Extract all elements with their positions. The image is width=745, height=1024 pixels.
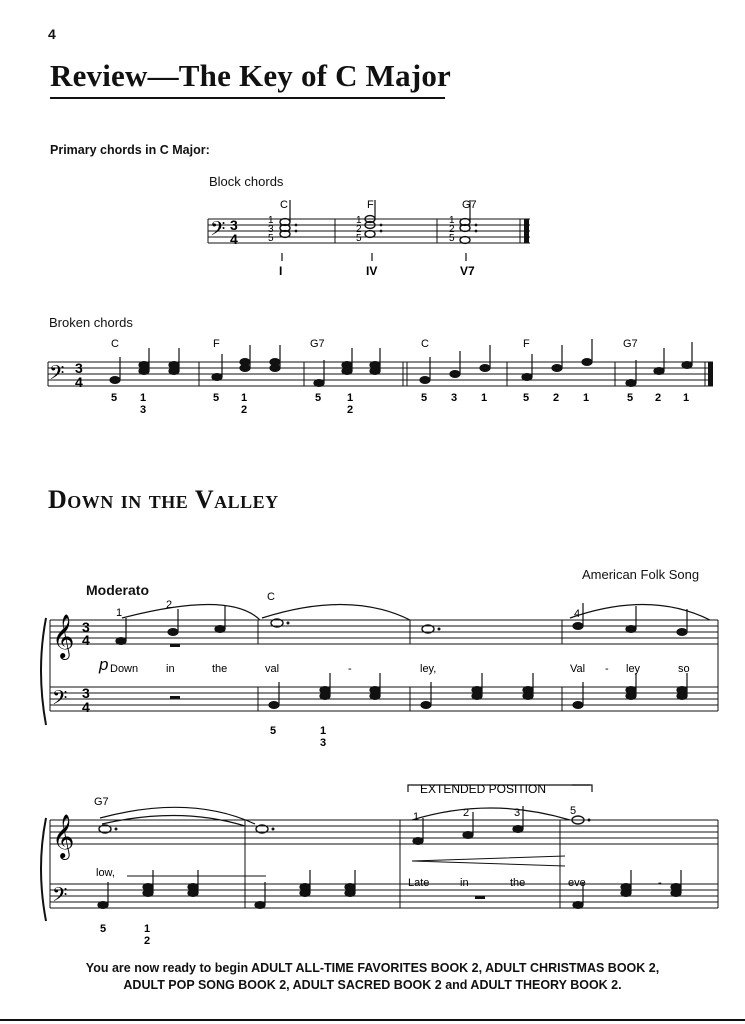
lyric: - [658, 877, 662, 889]
lyric: the [510, 877, 526, 889]
lyric: so [678, 663, 690, 675]
finger-number: 5 [268, 233, 274, 244]
broken-chord-name: C [111, 338, 119, 350]
finger-number: 1 [241, 392, 248, 404]
block-chords-staff [200, 195, 540, 285]
finger-number: 5 [270, 725, 277, 737]
chord-symbol: C [267, 591, 275, 603]
chord-symbol: G7 [94, 796, 109, 808]
finger-number: 2 [347, 404, 354, 416]
finger-number: 5 [315, 392, 322, 404]
lyric: the [212, 663, 228, 675]
finger-number: 5 [570, 805, 577, 817]
roman-numeral: I [279, 264, 283, 278]
page-number: 4 [48, 26, 56, 42]
broken-chord-name: G7 [623, 338, 638, 350]
finger-number: 1 [347, 392, 354, 404]
finger-number: 5 [449, 233, 455, 244]
finger-number: 1 [116, 607, 123, 619]
finger-number: 4 [574, 608, 581, 620]
lyric: Late [408, 877, 430, 889]
svg-text:𝄢: 𝄢 [49, 362, 65, 389]
finger-number: 1 [449, 215, 455, 226]
block-chord-name: C [280, 199, 288, 211]
lyric: - [348, 663, 352, 675]
finger-number: 5 [111, 392, 118, 404]
lyric: ley [626, 663, 641, 675]
finger-number: 3 [140, 404, 147, 416]
finger-number: 3 [514, 807, 521, 819]
svg-text:𝄞: 𝄞 [52, 816, 75, 858]
lyric: - [605, 663, 609, 675]
finger-number: 2 [655, 392, 662, 404]
svg-text:𝄢: 𝄢 [52, 884, 68, 911]
finger-number: 2 [166, 599, 173, 611]
song-system-1 [30, 590, 730, 760]
lyric: Down [110, 663, 139, 675]
footer-line-1: You are now ready to begin ADULT ALL-TIME FAVORITES BOOK 2, ADULT CHRISTMAS BOOK 2, [85, 961, 660, 975]
block-chord-name: G7 [462, 199, 477, 211]
primary-chords-label: Primary chords in C Major: [50, 143, 210, 157]
song-system-2 [30, 776, 730, 956]
lyric: in [460, 877, 469, 889]
svg-text:4: 4 [82, 699, 90, 715]
page-title: Review—The Key of C Major [50, 58, 452, 93]
lyric: in [166, 663, 175, 675]
svg-text:4: 4 [230, 231, 238, 247]
finger-number: 1 [140, 392, 147, 404]
lyric: ley, [420, 663, 437, 675]
finger-number: 5 [100, 923, 107, 935]
finger-number: 5 [356, 233, 362, 244]
lyric: Val [570, 663, 586, 675]
finger-number: 2 [463, 807, 470, 819]
svg-text:𝄞: 𝄞 [52, 616, 75, 658]
finger-number: 5 [421, 392, 428, 404]
broken-chord-name: F [213, 338, 220, 350]
broken-chord-name: C [421, 338, 429, 350]
svg-text:𝄢: 𝄢 [210, 218, 226, 245]
extended-position-label: EXTENDED POSITION [420, 782, 547, 796]
finger-number: 5 [627, 392, 634, 404]
finger-number: 1 [481, 392, 488, 404]
lyric: eve [568, 877, 586, 889]
bottom-rule [0, 1019, 745, 1021]
broken-chord-name: G7 [310, 338, 325, 350]
finger-number: 1 [583, 392, 590, 404]
tempo-marking: Moderato [86, 582, 149, 598]
broken-chords-staff [45, 335, 725, 420]
roman-numeral: IV [366, 264, 378, 278]
lyric: low, [96, 867, 115, 879]
title-underline [50, 97, 445, 99]
broken-chord-name: F [523, 338, 530, 350]
svg-text:3: 3 [82, 619, 90, 635]
finger-number: 5 [213, 392, 220, 404]
finger-number: 2 [144, 935, 151, 947]
finger-number: 1 [413, 811, 420, 823]
footer-line-2: ADULT POP SONG BOOK 2, ADULT SACRED BOOK 2 and ADULT THEORY BOOK 2. [123, 978, 622, 992]
svg-text:4: 4 [82, 632, 90, 648]
block-chord-name: F [367, 199, 374, 211]
finger-number: 2 [449, 224, 455, 235]
finger-number: 2 [356, 224, 362, 235]
composer: American Folk Song [582, 567, 700, 582]
footer-note [0, 960, 745, 994]
svg-text:3: 3 [230, 217, 238, 233]
svg-text:𝄢: 𝄢 [52, 687, 68, 714]
broken-chords-label: Broken chords [49, 315, 133, 330]
dynamic-marking: p [99, 655, 109, 674]
finger-number: 1 [683, 392, 690, 404]
block-chords-label: Block chords [209, 174, 284, 189]
lyric: val [265, 663, 280, 675]
finger-number: 5 [523, 392, 530, 404]
svg-text:3: 3 [82, 685, 90, 701]
finger-number: 2 [241, 404, 248, 416]
finger-number: 3 [320, 737, 327, 749]
finger-number: 3 [451, 392, 458, 404]
svg-text:3: 3 [75, 360, 83, 376]
finger-number: 2 [553, 392, 560, 404]
finger-number: 1 [356, 215, 362, 226]
roman-numeral: V7 [460, 264, 475, 278]
song-title: Down in the Valley [48, 485, 279, 514]
finger-number: 1 [320, 725, 327, 737]
finger-number: 1 [144, 923, 151, 935]
finger-number: 1 [268, 215, 274, 226]
finger-number: 3 [268, 224, 274, 235]
svg-text:4: 4 [75, 374, 83, 390]
